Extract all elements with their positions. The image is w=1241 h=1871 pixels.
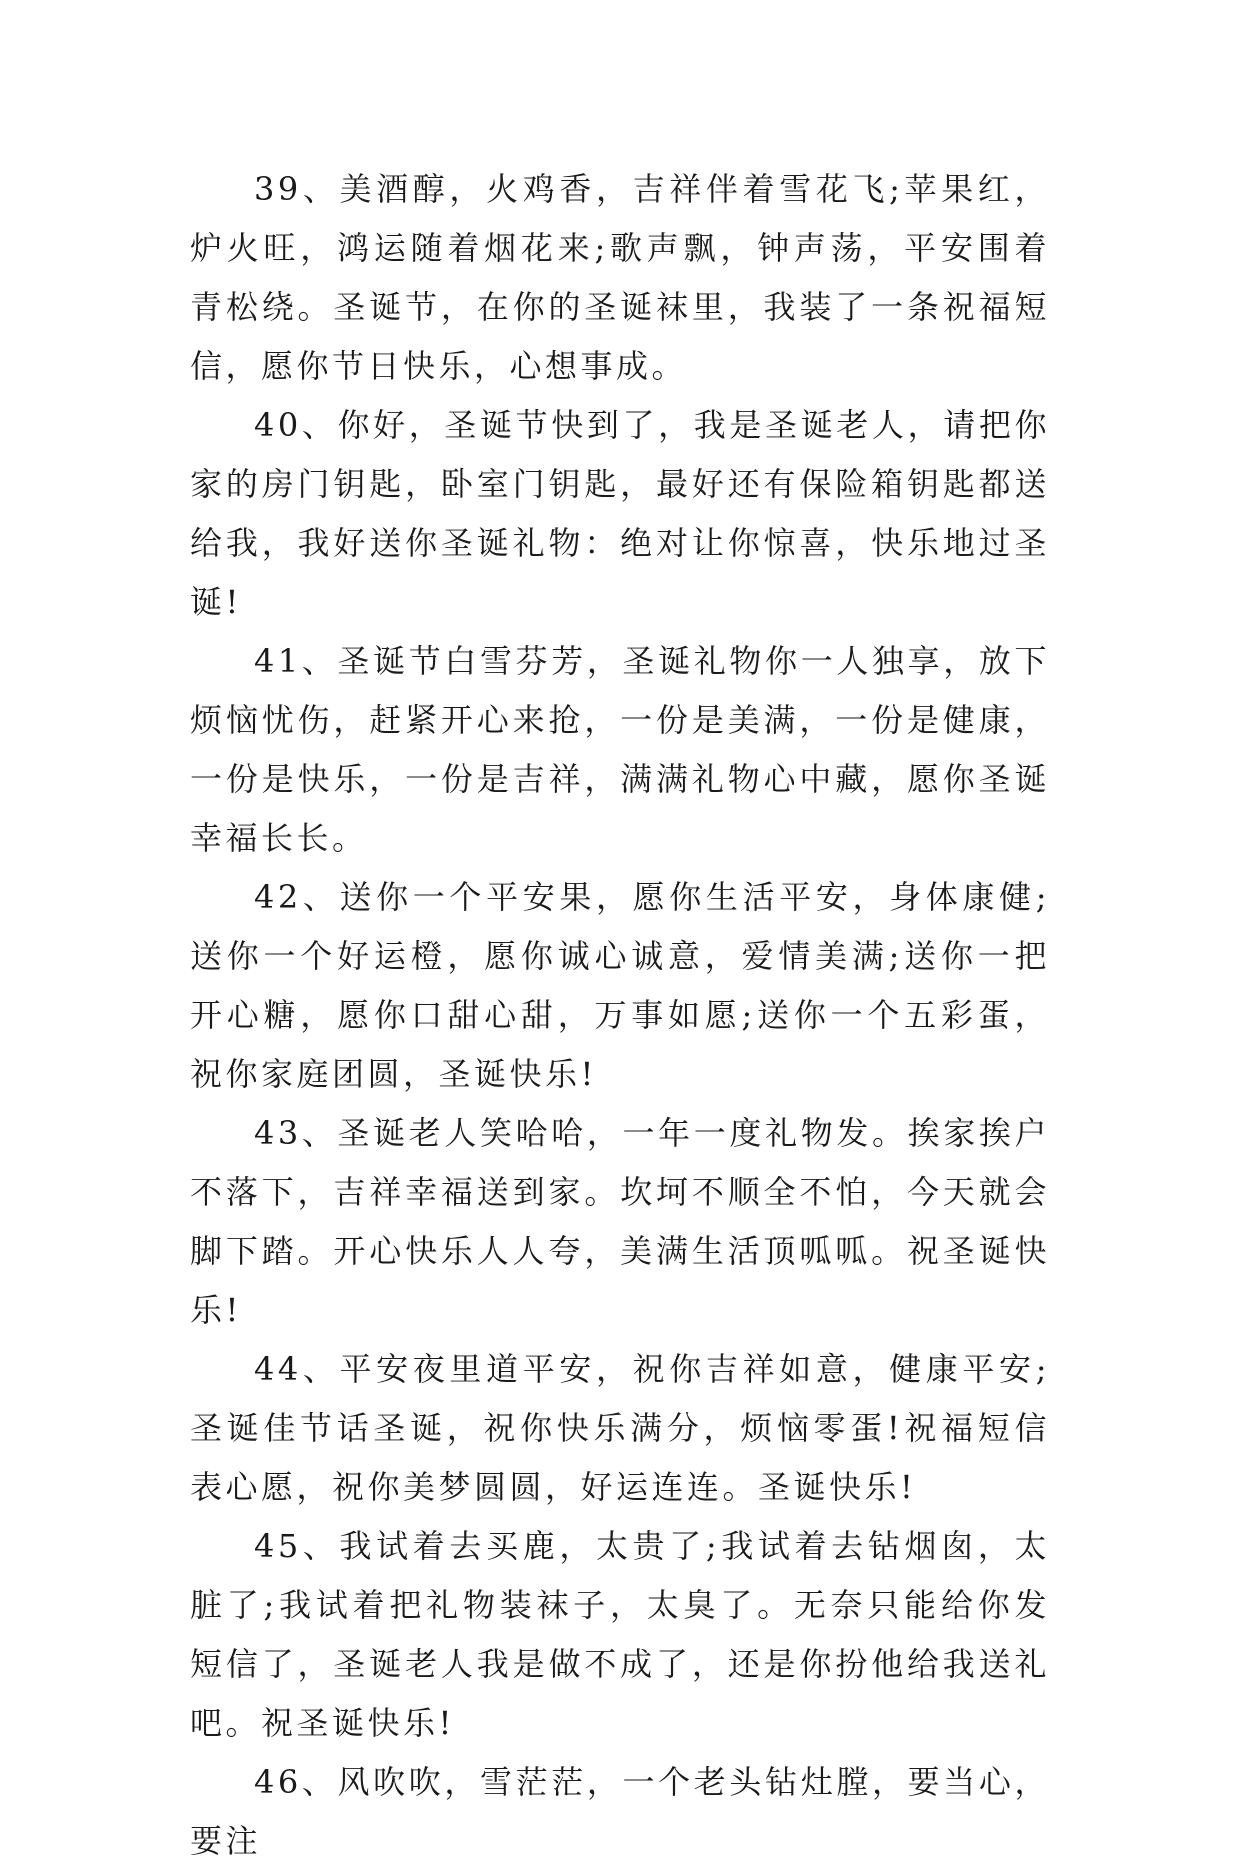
paragraph-39: 39、美酒醇，火鸡香，吉祥伴着雪花飞;苹果红，炉火旺，鸿运随着烟花来;歌声飘，钟声荡，平安围着青松绕。圣诞节，在你的圣诞袜里，我装了一条祝福短信，愿你节日快乐，心想事成。: [190, 170, 1050, 385]
paragraph-41: 41、圣诞节白雪芬芳，圣诞礼物你一人独享，放下烦恼忧伤，赶紧开心来抢，一份是美满，一份是健康，一份是快乐，一份是吉祥，满满礼物心中藏，愿你圣诞幸福长长。: [190, 642, 1050, 857]
paragraph-43: 43、圣诞老人笑哈哈，一年一度礼物发。挨家挨户不落下，吉祥幸福送到家。坎坷不顺全不怕，今天就会脚下踏。开心快乐人人夸，美满生活顶呱呱。祝圣诞快乐!: [190, 1114, 1050, 1329]
document-body: [190, 160, 1050, 1871]
paragraph-42: 42、送你一个平安果，愿你生活平安，身体康健;送你一个好运橙，愿你诚心诚意，爱情美满;送你一把开心糖，愿你口甜心甜，万事如愿;送你一个五彩蛋，祝你家庭团圆，圣诞快乐!: [190, 878, 1050, 1093]
paragraph-40: 40、你好，圣诞节快到了，我是圣诞老人，请把你家的房门钥匙，卧室门钥匙，最好还有保险箱钥匙都送给我，我好送你圣诞礼物：绝对让你惊喜，快乐地过圣诞!: [190, 406, 1050, 621]
paragraph-45: 45、我试着去买鹿，太贵了;我试着去钻烟囱，太脏了;我试着把礼物装袜子，太臭了。无奈只能给你发短信了，圣诞老人我是做不成了，还是你扮他给我送礼吧。祝圣诞快乐!: [190, 1527, 1050, 1742]
paragraph-46: 46、风吹吹，雪茫茫，一个老头钻灶膛，要当心，要注: [190, 1763, 1050, 1860]
paragraph-44: 44、平安夜里道平安，祝你吉祥如意，健康平安;圣诞佳节话圣诞，祝你快乐满分，烦恼零蛋!祝福短信表心愿，祝你美梦圆圆，好运连连。圣诞快乐!: [190, 1350, 1050, 1506]
